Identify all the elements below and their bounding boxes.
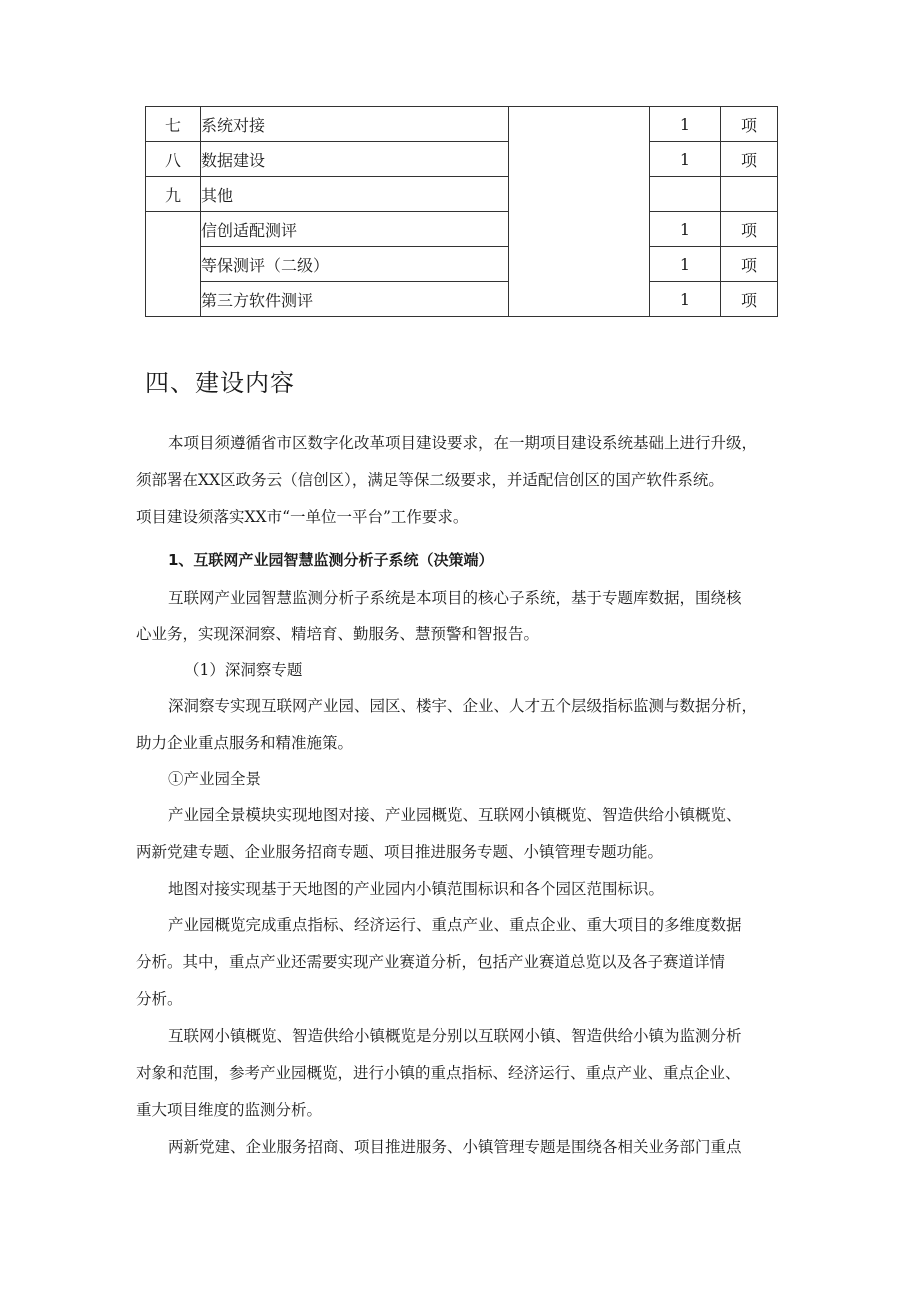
section-title: 四、建设内容 xyxy=(145,369,295,397)
town-line: 重大项目维度的监测分析。 xyxy=(136,1101,323,1119)
row-number: 七 xyxy=(146,107,201,142)
row-name: 其他 xyxy=(201,177,509,212)
town-line: 互联网小镇概览、智造供给小镇概览是分别以互联网小镇、智造供给小镇为监测分析 xyxy=(168,1027,742,1045)
row-name: 系统对接 xyxy=(201,107,509,142)
row-unit: 项 xyxy=(721,282,778,317)
row-number: 九 xyxy=(146,177,201,212)
table-row xyxy=(146,142,778,177)
row-quantity: 1 xyxy=(650,142,721,177)
map-line: 地图对接实现基于天地图的产业园内小镇范围标识和各个园区范围标识。 xyxy=(168,880,665,898)
core-line: 心业务，实现深洞察、精培育、勤服务、慧预警和智报告。 xyxy=(136,625,540,643)
subsection-title: 1、互联网产业园智慧监测分析子系统（决策端） xyxy=(168,551,494,569)
row-unit: 项 xyxy=(721,107,778,142)
row-quantity: 1 xyxy=(650,247,721,282)
row-quantity: 1 xyxy=(650,282,721,317)
row-unit: 项 xyxy=(721,142,778,177)
row-name: 数据建设 xyxy=(201,142,509,177)
row-unit: 项 xyxy=(721,247,778,282)
row-unit xyxy=(721,177,778,212)
module-title: ①产业园全景 xyxy=(168,770,262,788)
overview-line: 分析。其中，重点产业还需要实现产业赛道分析，包括产业赛道总览以及各子赛道详情 xyxy=(136,953,726,971)
row-quantity: 1 xyxy=(650,212,721,247)
intro-line: 须部署在XX区政务云（信创区），满足等保二级要求，并适配信创区的国产软件系统。 xyxy=(136,471,724,489)
last-line: 两新党建、企业服务招商、项目推进服务、小镇管理专题是围绕各相关业务部门重点 xyxy=(168,1138,742,1156)
table-row xyxy=(146,212,778,247)
row-quantity xyxy=(650,177,721,212)
row-number xyxy=(146,212,201,317)
table-row xyxy=(146,247,778,282)
table-row xyxy=(146,177,778,212)
table-row xyxy=(146,107,778,142)
module-line: 两新党建专题、企业服务招商专题、项目推进服务专题、小镇管理专题功能。 xyxy=(136,843,664,861)
topic-title: （1）深洞察专题 xyxy=(184,661,303,679)
intro-line: 本项目须遵循省市区数字化改革项目建设要求，在一期项目建设系统基础上进行升级， xyxy=(168,434,758,452)
row-name: 信创适配测评 xyxy=(201,212,509,247)
row-unit: 项 xyxy=(721,212,778,247)
topic-line: 助力企业重点服务和精准施策。 xyxy=(136,734,354,752)
overview-line: 产业园概览完成重点指标、经济运行、重点产业、重点企业、重大项目的多维度数据 xyxy=(168,916,742,934)
row-quantity: 1 xyxy=(650,107,721,142)
row-name: 第三方软件测评 xyxy=(201,282,509,317)
items-table xyxy=(145,106,778,317)
row-name: 等保测评（二级） xyxy=(201,247,509,282)
topic-line: 深洞察专实现互联网产业园、园区、楼宇、企业、人才五个层级指标监测与数据分析， xyxy=(168,697,758,715)
overview-line: 分析。 xyxy=(136,990,183,1008)
module-line: 产业园全景模块实现地图对接、产业园概览、互联网小镇概览、智造供给小镇概览、 xyxy=(168,806,742,824)
table-row xyxy=(146,282,778,317)
town-line: 对象和范围，参考产业园概览，进行小镇的重点指标、经济运行、重点产业、重点企业、 xyxy=(136,1064,741,1082)
row-number: 八 xyxy=(146,142,201,177)
core-line: 互联网产业园智慧监测分析子系统是本项目的核心子系统，基于专题库数据，围绕核 xyxy=(168,589,742,607)
merged-blank-cell xyxy=(509,107,650,317)
intro-line: 项目建设须落实XX市“一单位一平台”工作要求。 xyxy=(136,508,469,526)
